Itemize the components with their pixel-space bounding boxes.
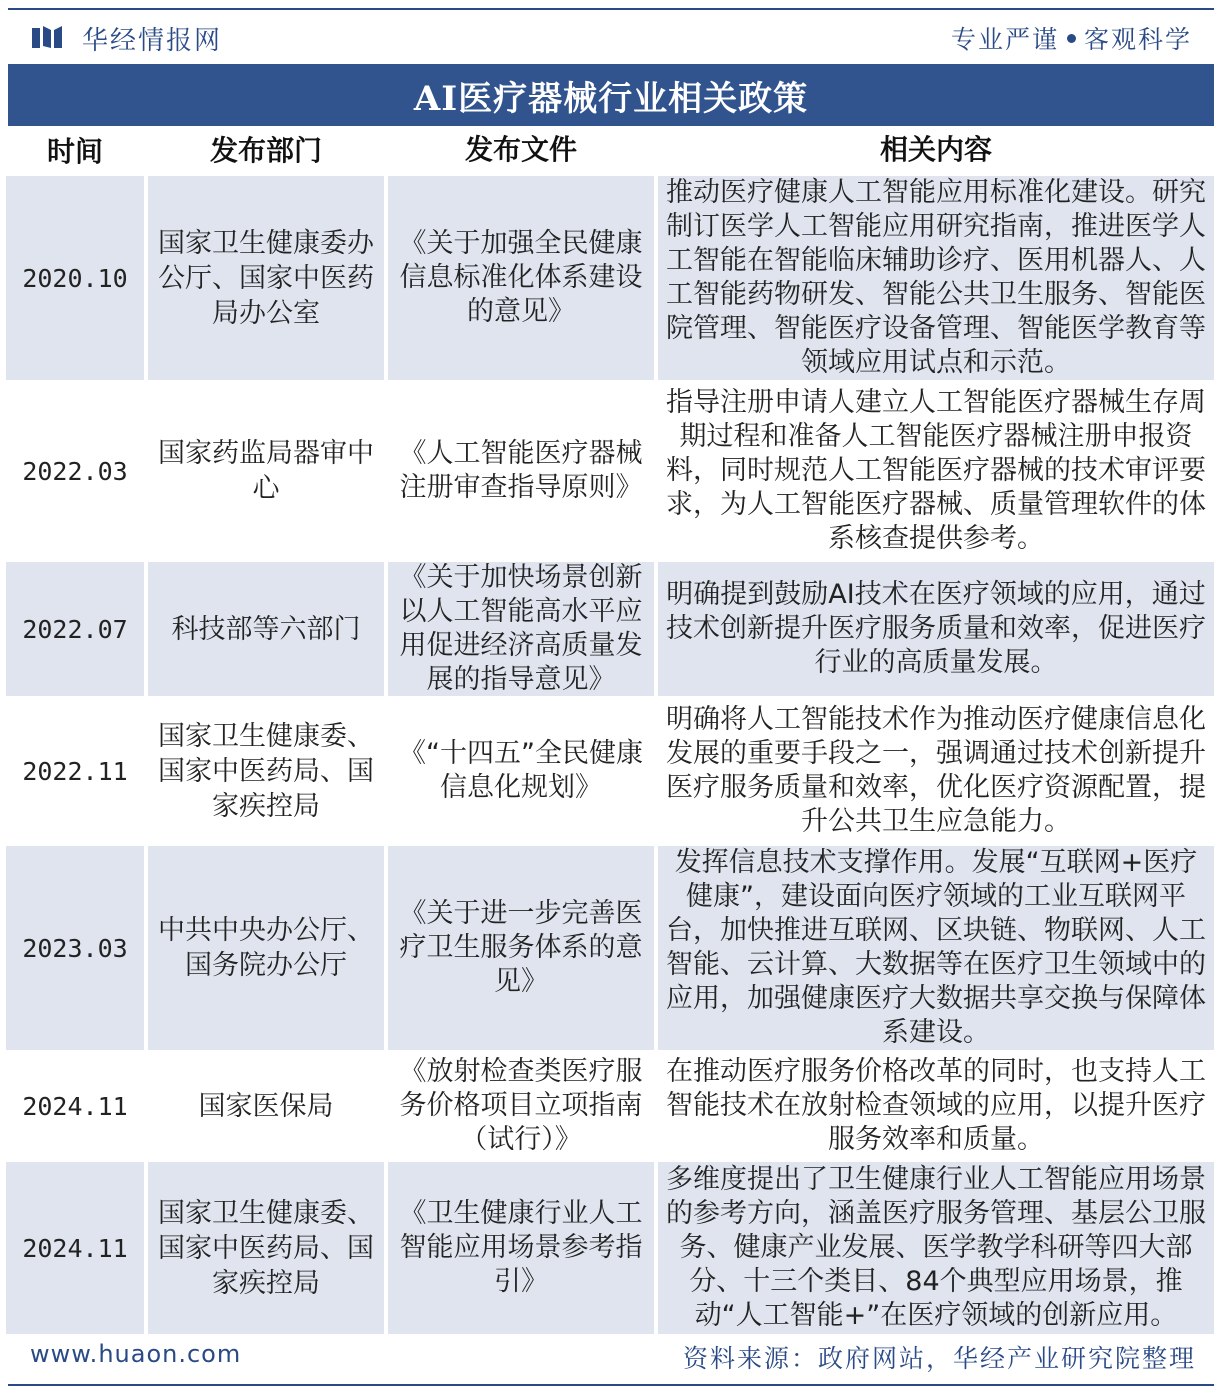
footer (8, 1326, 1214, 1386)
huajing-logo-icon (32, 24, 66, 50)
table-cell-date: 2022.03 (6, 384, 144, 558)
table-row (6, 1162, 1216, 1334)
top-rule (8, 8, 1214, 10)
table-cell-doc: 《“十四五”全民健康信息化规划》 (388, 700, 654, 842)
table-cell-doc: 《关于加快场景创新以人工智能高水平应用促进经济高质量发展的指导意见》 (388, 562, 654, 696)
table-cell-content: 多维度提出了卫生健康行业人工智能应用场景的参考方向，涵盖医疗服务管理、基层公卫服务、健康产业发展、医学教学科研等四大部分、十三个类目、84个典型应用场景，推动“人工智能+”在医疗领域的创新应用。 (658, 1162, 1214, 1334)
bullet-dot-icon (1067, 34, 1076, 43)
table-cell-dept: 科技部等六部门 (148, 562, 384, 696)
table-cell-dept: 国家卫生健康委、国家中医药局、国家疾控局 (148, 1162, 384, 1334)
page-title: AI医疗器械行业相关政策 (413, 78, 809, 119)
title-bar (8, 64, 1214, 126)
table-cell-content: 指导注册申请人建立人工智能医疗器械生存周期过程和准备人工智能医疗器械注册申报资料，同时规范人工智能医疗器械的技术审评要求，为人工智能医疗器械、质量管理软件的体系核查提供参考。 (658, 384, 1214, 558)
table-row (6, 562, 1216, 696)
table-cell-content: 明确提到鼓励AI技术在医疗领域的应用，通过技术创新提升医疗服务质量和效率，促进医疗行业的高质量发展。 (658, 562, 1214, 696)
column-header: 时间 (6, 128, 144, 172)
slogan-left: 专业严谨 (950, 25, 1059, 54)
column-header: 相关内容 (658, 128, 1214, 172)
table-cell-dept: 中共中央办公厅、国务院办公厅 (148, 846, 384, 1050)
table-cell-date: 2022.07 (6, 562, 144, 696)
table-cell-dept: 国家药监局器审中心 (148, 384, 384, 558)
slogan (951, 20, 1192, 56)
table-row (6, 1054, 1216, 1158)
table-cell-doc: 《关于进一步完善医疗卫生服务体系的意见》 (388, 846, 654, 1050)
table-row (6, 700, 1216, 842)
table-cell-date: 2020.10 (6, 176, 144, 380)
source-note: 资料来源：政府网站，华经产业研究院整理 (682, 1344, 1196, 1373)
column-header: 发布文件 (388, 128, 654, 172)
table-cell-date: 2022.11 (6, 700, 144, 842)
column-header: 发布部门 (148, 128, 384, 172)
table-cell-date: 2024.11 (6, 1162, 144, 1334)
table-cell-date: 2023.03 (6, 846, 144, 1050)
table-cell-content: 发挥信息技术支撑作用。发展“互联网+医疗健康”，建设面向医疗领域的工业互联网平台，加快推进互联网、区块链、物联网、人工智能、云计算、大数据等在医疗卫生领域中的应用，加强健康医疗大数据共享交换与保障体系建设。 (658, 846, 1214, 1050)
table-header-row (6, 128, 1216, 172)
table-cell-doc: 《放射检查类医疗服务价格项目立项指南（试行）》 (388, 1054, 654, 1158)
table-cell-content: 推动医疗健康人工智能应用标准化建设。研究制订医学人工智能应用研究指南，推进医学人工智能在智能临床辅助诊疗、医用机器人、人工智能药物研发、智能公共卫生服务、智能医院管理、智能医疗设备管理、智能医学教育等领域应用试点和示范。 (658, 176, 1214, 380)
brand-name: 华经情报网 (82, 26, 223, 56)
table-cell-content: 在推动医疗服务价格改革的同时，也支持人工智能技术在放射检查领域的应用，以提升医疗服务效率和质量。 (658, 1054, 1214, 1158)
table-cell-dept: 国家医保局 (148, 1054, 384, 1158)
table-row (6, 176, 1216, 380)
table-cell-doc: 《卫生健康行业人工智能应用场景参考指引》 (388, 1162, 654, 1334)
table-cell-content: 明确将人工智能技术作为推动医疗健康信息化发展的重要手段之一，强调通过技术创新提升医疗服务质量和效率，优化医疗资源配置，提升公共卫生应急能力。 (658, 700, 1214, 842)
table-cell-dept: 国家卫生健康委、国家中医药局、国家疾控局 (148, 700, 384, 842)
table-cell-date: 2024.11 (6, 1054, 144, 1158)
table-cell-doc: 《关于加强全民健康信息标准化体系建设的意见》 (388, 176, 654, 380)
slogan-right: 客观科学 (1083, 25, 1192, 54)
table-row (6, 384, 1216, 558)
table-cell-doc: 《人工智能医疗器械注册审查指导原则》 (388, 384, 654, 558)
header (8, 12, 1214, 62)
website-link[interactable]: www.huaon.com (30, 1340, 242, 1368)
table-row (6, 846, 1216, 1050)
table-cell-dept: 国家卫生健康委办公厅、国家中医药局办公室 (148, 176, 384, 380)
